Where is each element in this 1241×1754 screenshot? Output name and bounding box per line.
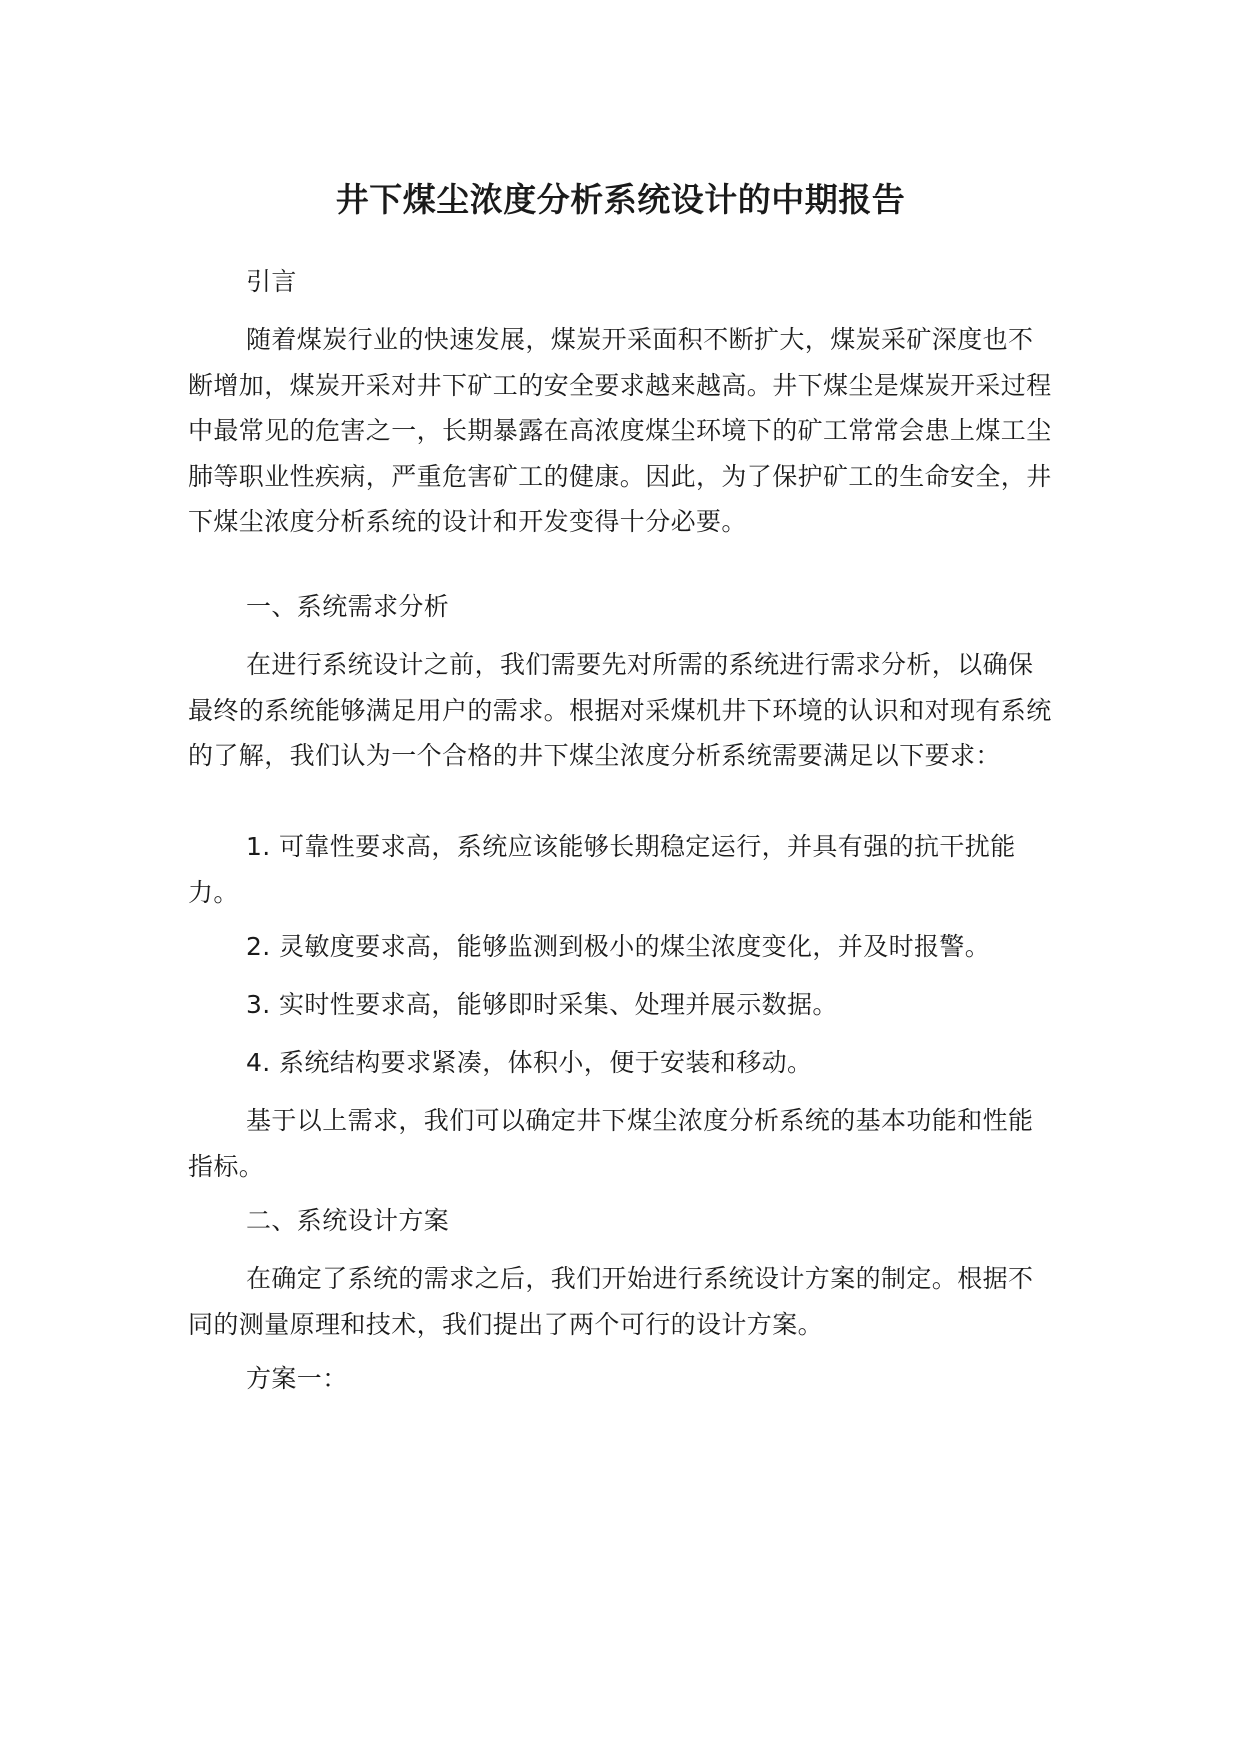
plan1-heading: 方案一： <box>246 1364 348 1393</box>
section2-paragraph: 在确定了系统的需求之后，我们开始进行系统设计方案的制定。根据不同的测量原理和技术，我们提出了两个可行的设计方案。 <box>188 1264 1034 1339</box>
section1-paragraph: 在进行系统设计之前，我们需要先对所需的系统进行需求分析，以确保最终的系统能够满足用户的需求。根据对采煤机井下环境的认识和对现有系统的了解，我们认为一个合格的井下煤尘浓度分析系统需要满足以下要求： <box>188 650 1052 771</box>
section1-heading: 一、系统需求分析 <box>246 592 450 621</box>
requirement-item: 1. 可靠性要求高，系统应该能够长期稳定运行，并具有强的抗干扰能力。 <box>188 832 1016 907</box>
document-title: 井下煤尘浓度分析系统设计的中期报告 <box>335 180 906 219</box>
requirement-item: 4. 系统结构要求紧凑，体积小，便于安装和移动。 <box>246 1048 813 1077</box>
requirement-item: 3. 实时性要求高，能够即时采集、处理并展示数据。 <box>246 990 838 1019</box>
requirement-item: 2. 灵敏度要求高，能够监测到极小的煤尘浓度变化，并及时报警。 <box>246 932 991 961</box>
section2-heading: 二、系统设计方案 <box>246 1206 450 1235</box>
section1-conclusion: 基于以上需求，我们可以确定井下煤尘浓度分析系统的基本功能和性能指标。 <box>188 1106 1034 1181</box>
intro-heading: 引言 <box>246 267 297 296</box>
intro-paragraph: 随着煤炭行业的快速发展，煤炭开采面积不断扩大，煤炭采矿深度也不断增加，煤炭开采对井下矿工的安全要求越来越高。井下煤尘是煤炭开采过程中最常见的危害之一，长期暴露在高浓度煤尘环境下的矿工常常会患上煤工尘肺等职业性疾病，严重危害矿工的健康。因此，为了保护矿工的生命安全，井下煤尘浓度分析系统的设计和开发变得十分必要。 <box>188 325 1052 537</box>
